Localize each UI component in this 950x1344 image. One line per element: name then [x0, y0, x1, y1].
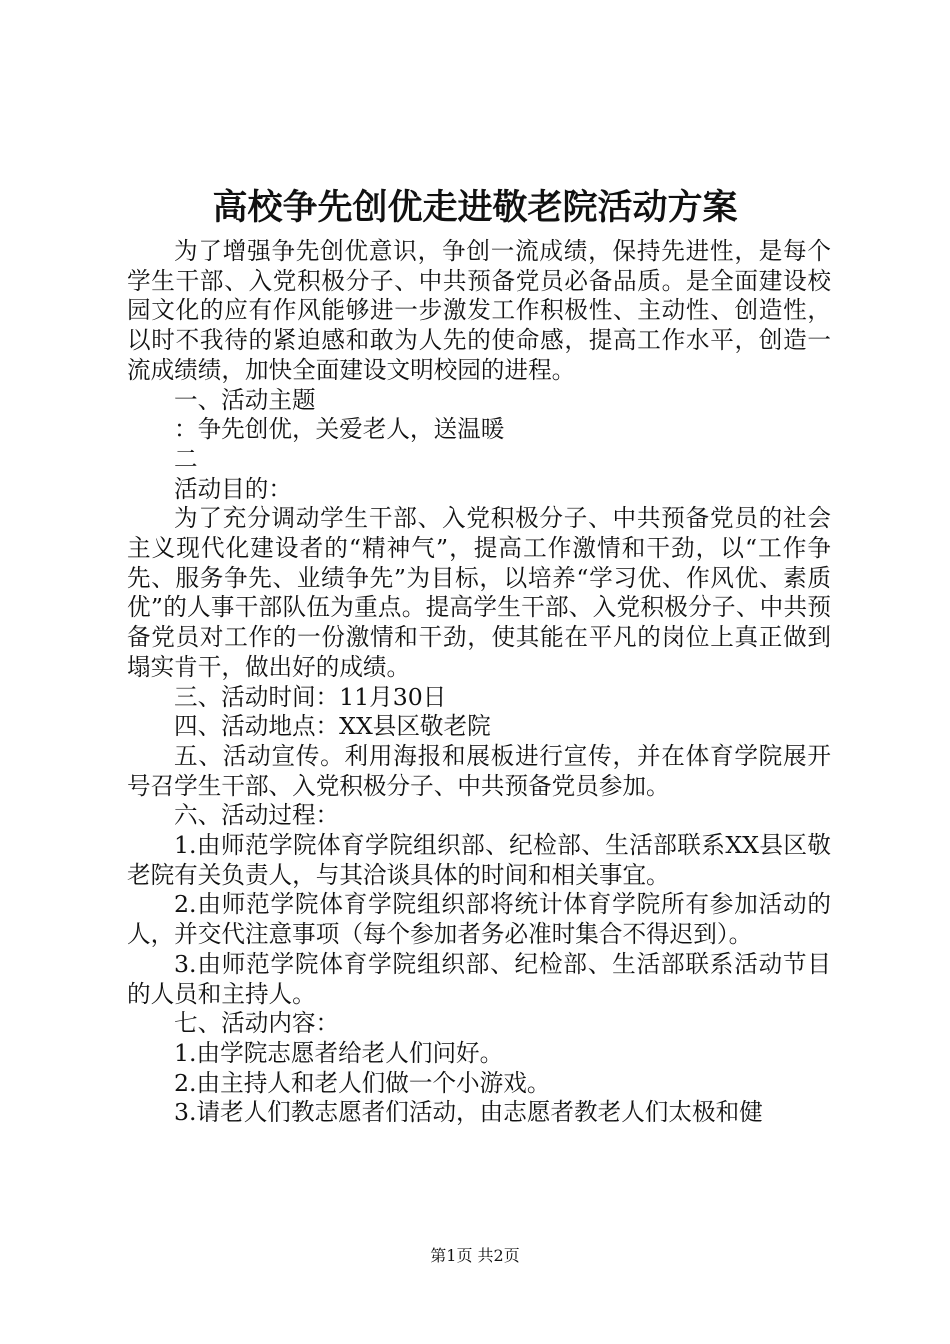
content-item: 2.由主持人和老人们做一个小游戏。	[174, 1068, 551, 1097]
section-location: 四、活动地点：XX县区敬老院	[174, 712, 491, 741]
page-footer: 第1页 共2页	[430, 1246, 520, 1265]
document-title: 高校争先创优走进敬老院活动方案	[212, 187, 738, 228]
document-body	[127, 237, 831, 1128]
section-heading-content: 七、活动内容：	[174, 1009, 340, 1038]
theme-text: ：争先创优，关爱老人，送温暖	[174, 415, 505, 444]
process-item: 2.由师范学院体育学院组织部将统计体育学院所有参加活动的人，并交代注意事项（每个参加者务必准时集合不得迟到）。	[127, 890, 831, 949]
content-item: 3.请老人们教志愿者们活动，由志愿者教老人们太极和健	[174, 1098, 763, 1127]
section-heading-purpose: 活动目的：	[174, 474, 292, 503]
content-item: 1.由学院志愿者给老人们问好。	[174, 1038, 504, 1067]
paragraph-intro: 为了增强争先创优意识，争创一流成绩，保持先进性，是每个学生干部、入党积极分子、中共预备党员必备品质。是全面建设校园文化的应有作风能够进一步激发工作积极性、主动性、创造性，以时不我待的紧迫感和敢为人先的使命感，提高工作水平，创造一流成绩绩，加快全面建设文明校园的进程。	[127, 237, 831, 384]
section-heading-theme: 一、活动主题	[174, 385, 316, 414]
paragraph-purpose: 为了充分调动学生干部、入党积极分子、中共预备党员的社会主义现代化建设者的“精神气”，提高工作激情和干劲，以“工作争先、服务争先、业绩争先”为目标，以培养“学习优、作风优、素质优”的人事干部队伍为重点。提高学生干部、入党积极分子、中共预备党员对工作的一份激情和干劲，使其能在平凡的岗位上真正做到塌实肯干，做出好的成绩。	[127, 504, 831, 681]
section-time: 三、活动时间：11月30日	[174, 682, 447, 711]
process-item: 1.由师范学院体育学院组织部、纪检部、生活部联系XX县区敬老院有关负责人，与其洽谈具体的时间和相关事宜。	[127, 831, 831, 889]
section-number: 二	[174, 444, 198, 473]
section-heading-process: 六、活动过程：	[174, 801, 340, 830]
section-publicity: 五、活动宣传。利用海报和展板进行宣传，并在体育学院展开号召学生干部、入党积极分子、中共预备党员参加。	[127, 741, 831, 800]
process-item: 3.由师范学院体育学院组织部、纪检部、生活部联系活动节目的人员和主持人。	[127, 949, 831, 1008]
